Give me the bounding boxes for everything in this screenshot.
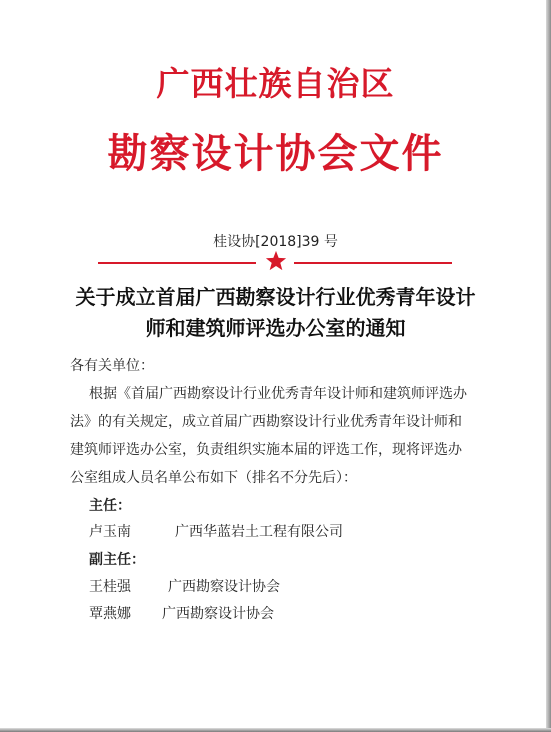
notice-title-line1: 关于成立首届广西勘察设计行业优秀青年设计: [75, 285, 476, 309]
deputy-label: 副主任：: [89, 552, 145, 568]
deputy-org: 广西勘察设计协会: [168, 579, 280, 595]
paragraph-line: 公室组成人员名单公布如下（排名不分先后）：: [70, 470, 357, 486]
deputy-org: 广西勘察设计协会: [162, 606, 274, 622]
red-star-icon: [265, 250, 287, 272]
red-divider-left: [98, 262, 256, 264]
issuer-name-line1: 广西壮族自治区: [156, 64, 395, 103]
director-org: 广西华蓝岩土工程有限公司: [175, 524, 343, 540]
issuer-name-line2: 勘察设计协会文件: [107, 130, 444, 177]
director-label: 主任：: [89, 498, 131, 514]
salutation: 各有关单位：: [70, 358, 154, 374]
scan-edge-bottom: [0, 728, 551, 732]
paragraph-line: 建筑师评选办公室，负责组织实施本届的评选工作，现将评选办: [70, 442, 462, 458]
deputy-name: 覃燕娜: [89, 606, 131, 622]
notice-title-line2: 师和建筑师评选办公室的通知: [145, 316, 406, 340]
director-name: 卢玉南: [89, 524, 131, 540]
scan-edge-right: [546, 0, 551, 732]
red-divider-right: [294, 262, 452, 264]
deputy-name: 王桂强: [89, 579, 131, 595]
document-number: 桂设协[2018]39 号: [213, 234, 338, 250]
paragraph-line: 法》的有关规定，成立首届广西勘察设计行业优秀青年设计师和: [70, 414, 462, 430]
paragraph-line: 根据《首届广西勘察设计行业优秀青年设计师和建筑师评选办: [89, 386, 467, 402]
